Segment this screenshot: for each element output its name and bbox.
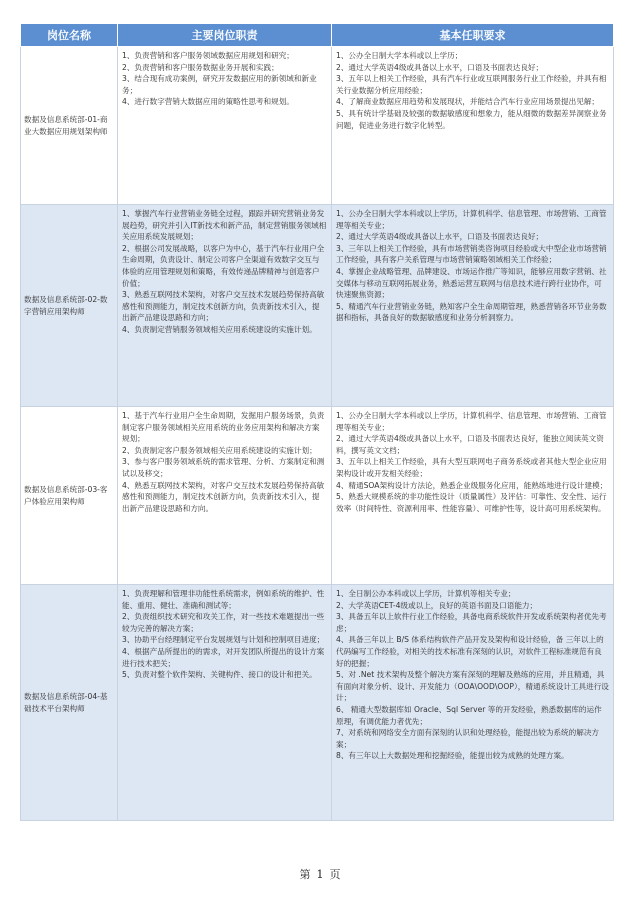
requirement-item: 4、具备三年以上 B/S 体系结构软件产品开发及架构和设计经验，备 三年以上的代码编写工作经验，对相关的技术标准有深刻的认识，对软件工程标准规范有良好的把握； (336, 635, 604, 668)
requirement-item: 3、五年以上相关工作经验，具有汽车行业或互联网服务行业工作经验，并具有相关行业数据分析应用经验； (336, 74, 607, 95)
table-row (21, 205, 614, 407)
table-row (21, 585, 614, 821)
page-number: 1 (316, 868, 324, 881)
duty-item: 3、结合现有成功案例，研究开发数据应用的新领域和新业务； (122, 74, 317, 95)
requirements-cell (332, 205, 614, 407)
duty-item: 4、负责制定营销服务领域相关应用系统建设的实施计划。 (122, 324, 317, 334)
duties-cell (118, 47, 332, 205)
requirement-item: 1、全日制公办本科或以上学历，计算机等相关专业； (336, 589, 516, 598)
requirement-item: 4、精通SOA架构设计方法论，熟悉企业级服务化应用，能熟练地进行设计建模； (336, 480, 608, 490)
requirement-item: 1、公办全日制大学本科或以上学历； (336, 51, 463, 60)
duty-item: 4、根据产品所提出的的需求，对开发团队所提出的设计方案进行技术把关； (122, 646, 325, 668)
requirement-item: 3、具备五年以上软件行业工作经验，具备电商系统软件开发或系统架构者优先考虑； (336, 612, 607, 633)
requirement-item: 7、对系统和网络安全方面有深刻的认识和处理经验，能提出较为系统的解决方案； (336, 728, 600, 749)
duty-item: 1、负责营销和客户服务领域数据应用规划和研究； (122, 51, 294, 60)
requirement-item: 2、通过大学英语4级或具备以上水平，口语及书面表达良好； (336, 232, 544, 242)
header-position-name: 岗位名称 (21, 24, 118, 47)
requirement-item: 5、对 .Net 技术架构及整个解决方案有深刻的理解及熟练的应用，并且精通，具有面向对象分析、设计、开发能力（OOA\OOD\OOP），精通系统设计工具进行设计； (336, 670, 609, 703)
requirement-item: 8、有三年以上大数据处理和挖掘经验，能提出较为成熟的处理方案。 (336, 751, 569, 761)
requirement-item: 4、了解商业数据应用趋势和发展现状，并能结合汽车行业应用场景提出见解； (336, 97, 600, 107)
duty-item: 2、负责组织技术研究和攻关工作，对一些技术难题提出一些较为完善的解决方案； (122, 612, 325, 633)
duties-cell (118, 407, 332, 585)
requirement-item: 3、三年以上相关工作经验，具有市场营销类咨询项目经验或大中型企业市场营销工作经验，具有客户关系管理与市场营销策略领域相关工作经验； (336, 243, 607, 265)
requirement-item: 2、通过大学英语4级或具备以上水平，口语及书面表达良好； (336, 62, 544, 72)
requirement-item: 6、 精通大型数据库如 Oracle、Sql Server 等的开发经验，熟悉数据库的运作原理，有调优能力者优先； (336, 704, 602, 726)
duties-cell (118, 205, 332, 407)
job-table-sheet (20, 23, 613, 821)
requirement-item: 5、精通汽车行业营销业务链，熟知客户全生命周期管理，熟悉营销各环节业务数据和指标，具备良好的数据敏感度和业务分析洞察力。 (336, 301, 607, 323)
requirement-item: 1、公办全日制大学本科或以上学历，计算机科学、信息管理、市场营销、工商管理等相关专业； (336, 411, 607, 432)
position-name: 数据及信息系统部-02-数字营销应用架构师 (21, 205, 118, 407)
requirement-item: 4、掌握企业战略管理、品牌建设、市场运作推广等知识，能够应用数字营销、社交媒体与移动互联网拓展业务，熟悉运营互联网与信息技术进行跨行业协作，可快速聚焦资源； (336, 266, 607, 300)
duty-item: 2、负责营销和客户服务数据业务开展和实践； (122, 62, 279, 72)
page-suffix: 页 (329, 868, 341, 881)
requirements-cell (332, 585, 614, 821)
requirements-cell (332, 47, 614, 205)
position-name: 数据及信息系统部-04-基础技术平台架构师 (21, 585, 118, 821)
requirement-item: 2、大学英语CET-4级或以上，良好的英语书面及口语能力； (336, 600, 538, 610)
duty-item: 1、掌握汽车行业营销业务链全过程，跟踪并研究营销业务发展趋势，研究并引入IT新技术和新产品，制定营销服务领域相关应用系统发展规划； (122, 209, 327, 242)
header-main-duties: 主要岗位职责 (118, 24, 332, 47)
requirement-item: 1、公办全日制大学本科或以上学历，计算机科学、信息管理、市场营销、工商管理等相关专业； (336, 209, 607, 230)
requirement-item: 3、五年以上相关工作经验，具有大型互联网电子商务系统或者其他大型企业应用架构设计或开发相关经验； (336, 457, 607, 478)
duty-item: 2、根据公司发展战略，以客户为中心，基于汽车行业用户全生命周期，负责设计、制定公司客户全渠道有效数字交互与体验的应用管理规划和策略，有效传递品牌精神与创造客户价值； (122, 243, 325, 288)
requirement-item: 2、通过大学英语4级或具备以上水平，口语及书面表达良好，能独立阅读英文资料，撰写英文文档； (336, 434, 604, 455)
header-basic-requirements: 基本任职要求 (332, 24, 614, 47)
table-row (21, 407, 614, 585)
position-name: 数据及信息系统部-03-客户体验应用架构师 (21, 407, 118, 585)
duties-cell (118, 585, 332, 821)
duty-item: 2、负责制定客户服务领域相关应用系统建设的实施计划； (122, 445, 317, 455)
requirements-cell (332, 407, 614, 585)
duty-item: 4、进行数字营销大数据应用的策略性思考和规划。 (122, 97, 294, 107)
table-row (21, 47, 614, 205)
duty-item: 3、熟悉互联网技术架构，对客户交互技术发展趋势保持高敏感性和预测能力，制定技术创新方向，负责新技术引入，提出新产品建设思路和方向； (122, 290, 325, 323)
duty-item: 3、协助平台经理制定平台发展规划与计划和控制项目进度； (122, 635, 325, 645)
position-name: 数据及信息系统部-01-商业大数据应用规划架构师 (21, 47, 118, 205)
duty-item: 4、熟悉互联网技术架构，对客户交互技术发展趋势保持高敏感性和预测能力，制定技术创新方向，负责新技术引入，提出新产品建设思路和方向。 (122, 480, 325, 513)
requirement-item: 5、具有统计学基础及较强的数据敏感度和想象力，能从细微的数据差异洞察业务问题，促进业务进行数字化转型。 (336, 108, 607, 130)
job-requirements-table (20, 23, 614, 821)
duty-item: 3、参与客户服务领域系统的需求管理、分析、方案制定和测试以及移交； (122, 457, 325, 478)
page-footer (0, 866, 640, 882)
requirement-item: 5、熟悉大规模系统的非功能性设计（质量属性）及评估：可靠性、安全性、运行效率（时间特性、资源利用率、性能容量）、可维护性等，设计高可用系统架构。 (336, 492, 607, 513)
duty-item: 1、基于汽车行业用户全生命周期，发掘用户服务场景，负责制定客户服务领域相关应用系统的业务应用架构和解决方案规划； (122, 411, 325, 444)
duty-item: 5、负责对整个软件架构、关键构件、接口的设计和把关。 (122, 670, 317, 680)
table-header-row (21, 24, 614, 47)
page-prefix: 第 (299, 868, 311, 881)
duty-item: 1、负责理解和管理非功能性系统需求，例如系统的维护、性能、重用、健壮、准确和测试等； (122, 589, 325, 610)
